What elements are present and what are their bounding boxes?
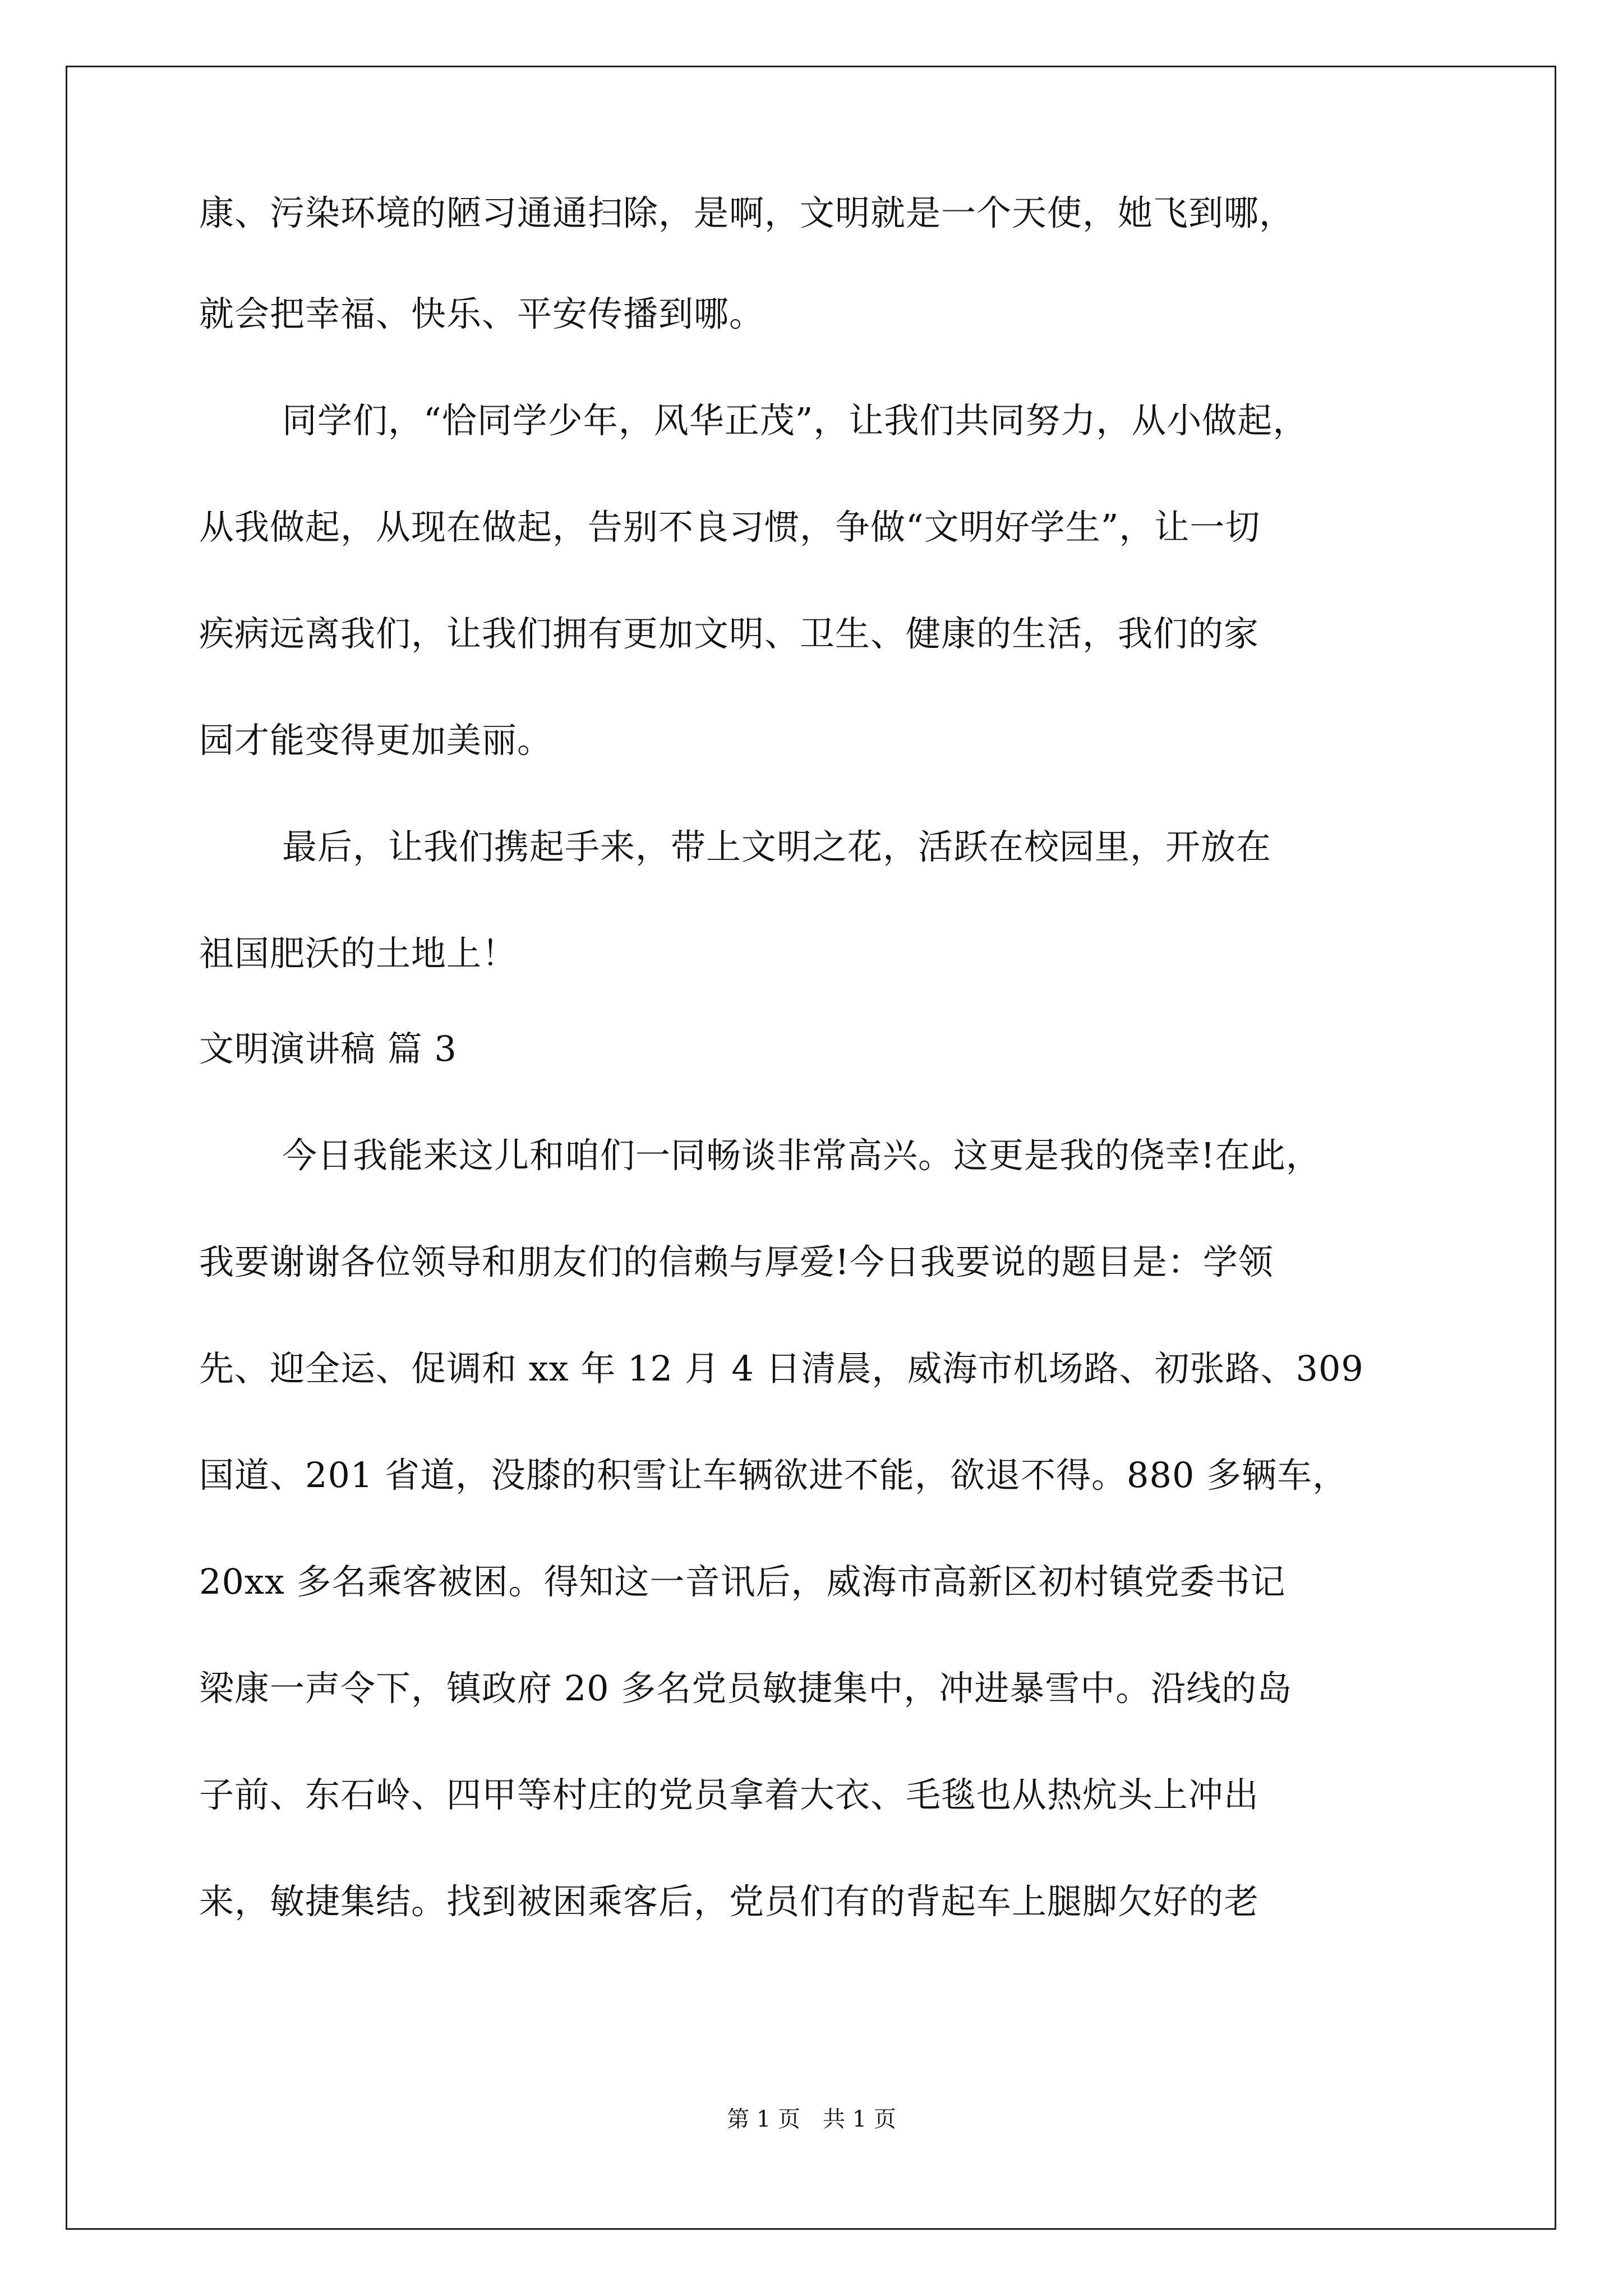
text-line: 就会把幸福、快乐、平安传播到哪。 [199,293,765,334]
text-line: 康、污染环境的陋习通通扫除，是啊，文明就是一个天使，她飞到哪， [199,192,1295,233]
text-line: 祖国肥沃的土地上！ [199,933,518,974]
text-line: 从我做起，从现在做起，告别不良习惯，争做“文明好学生”，让一切 [199,507,1261,547]
text-line: 我要谢谢各位领导和朋友们的信赖与厚爱!今日我要说的题目是：学领 [199,1241,1274,1282]
text-line: 来，敏捷集结。找到被困乘客后，党员们有的背起车上腿脚欠好的老 [199,1881,1260,1922]
paragraph-start-line: 最后，让我们携起手来，带上文明之花，活跃在校园里，开放在 [282,826,1272,867]
text-line: 子前、东石岭、四甲等村庄的党员拿着大衣、毛毯也从热炕头上冲出 [199,1774,1260,1815]
section-heading: 文明演讲稿 篇 3 [199,1028,457,1069]
text-line: 园才能变得更加美丽。 [199,720,553,761]
text-line: 国道、201 省道，没膝的积雪让车辆欲进不能，欲退不得。880 多辆车， [199,1455,1348,1496]
text-line: 20xx 多名乘客被困。得知这一音讯后，威海市高新区初村镇党委书记 [199,1561,1286,1602]
paragraph-start-line: 同学们，“恰同学少年，风华正茂”，让我们共同努力，从小做起， [282,400,1308,441]
text-line: 梁康一声令下，镇政府 20 多名党员敏捷集中，冲进暴雪中。沿线的岛 [199,1668,1293,1709]
text-line: 疾病远离我们，让我们拥有更加文明、卫生、健康的生活，我们的家 [199,613,1260,654]
text-line: 先、迎全运、促调和 xx 年 12 月 4 日清晨，威海市机场路、初张路、309 [199,1348,1364,1389]
page-footer: 第 1 页 共 1 页 [727,2106,896,2132]
paragraph-start-line: 今日我能来这儿和咱们一同畅谈非常高兴。这更是我的侥幸!在此， [282,1135,1321,1176]
